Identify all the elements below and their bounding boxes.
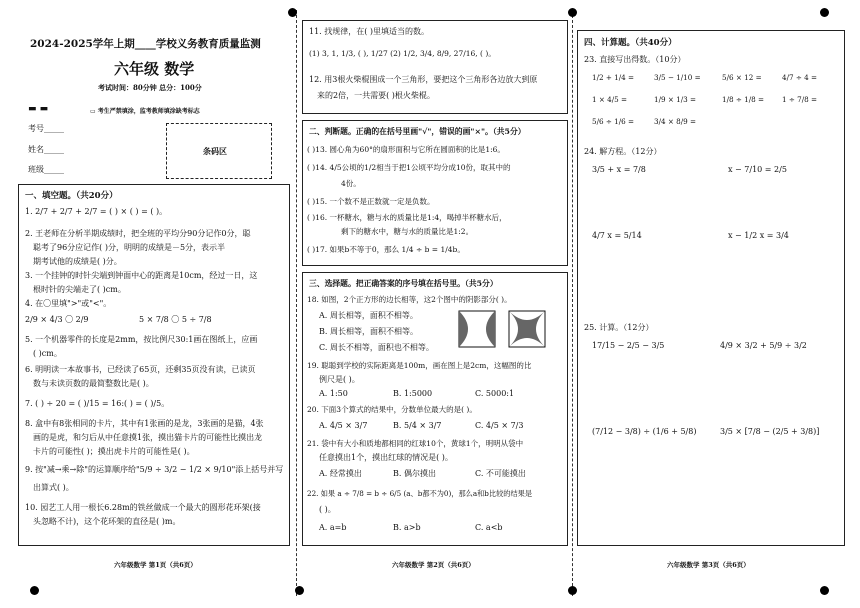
question-8-line-3: 卡片的可能性( )；摸出虎卡片的可能性是( )。 [33, 447, 195, 456]
question-8-line-1: 8. 盒中有8张相同的卡片，其中有1张画的是龙，3张画的是猫，4张 [25, 419, 264, 428]
student-id-field[interactable]: 考号_____ [28, 124, 64, 133]
mental-6: 1/9 × 1/3 = [654, 95, 697, 104]
question-21-option-a: A. 经常摸出 [319, 469, 362, 478]
question-3-line-1: 3. 一个挂钟的时针尖端到钟面中心的距离是10cm，经过一日，这 [25, 271, 258, 280]
registration-dot [568, 8, 577, 17]
question-19-line-2: 例尺是( )。 [319, 375, 360, 384]
judge-17: ( )17. 如果b不等于0，那么 1/4 ÷ b = 1/4b。 [307, 245, 465, 254]
question-12-line-2: 来的2倍，一共需要( )根火柴棍。 [317, 91, 435, 100]
judge-13: ( )13. 圆心角为60°的扇形面积与它所在圆面积的比是1:6。 [307, 145, 505, 154]
question-23: 23. 直接写出得数。（10分） [584, 55, 686, 64]
mental-4: 4/7 ÷ 4 = [782, 73, 818, 82]
question-21-line-2: 任意摸出1个，摸出红球的情况是( )。 [319, 453, 453, 462]
calculation-2: 4/9 × 3/2 + 5/9 ÷ 3/2 [720, 341, 807, 350]
column-separator-left [296, 10, 297, 596]
question-20-option-a: A. 4/5 × 3/7 [319, 421, 368, 430]
question-1: 1. 2/7 + 2/7 + 2/7 = ( ) × ( ) = ( )。 [25, 207, 168, 216]
mental-5: 1 × 4/5 = [592, 95, 628, 104]
question-18-option-a: A. 周长相等，面积不相等。 [319, 311, 418, 320]
question-6-line-1: 6. 明明读一本故事书，已经读了65页，还剩35页没有读，已读页 [25, 365, 256, 374]
question-4-item-2: 5 × 7/8 〇 5 ÷ 7/8 [139, 315, 212, 324]
judge-15: ( )15. 一个数不是正数就一定是负数。 [307, 197, 435, 206]
question-21-line-1: 21. 袋中有大小和质地都相同的红球10个，黄球1个，明明从袋中 [307, 439, 524, 448]
mental-2: 3/5 − 1/10 = [654, 73, 701, 82]
section-fill-blank-box [18, 184, 290, 546]
question-25: 25. 计算。（12分） [584, 323, 654, 332]
page-3-footer: 六年级数学 第3页（共6页） [667, 561, 750, 569]
question-18: 18. 如图，2个正方形的边长相等，这2个图中的阴影部分( )。 [307, 295, 512, 304]
shaded-region-2 [509, 311, 545, 347]
question-19-option-b: B. 1:5000 [393, 389, 433, 398]
question-2-line-3: 期考试他的成绩是( )分。 [33, 257, 122, 266]
section-true-false-box [302, 120, 568, 266]
section-calculation: 四、计算题。（共40分） [584, 38, 677, 48]
barcode-area [166, 123, 272, 179]
question-3-line-2: 根时针的尖端走了( )cm。 [33, 285, 126, 294]
page-2-footer: 六年级数学 第2页（共6页） [392, 561, 475, 569]
equation-2: x − 7/10 = 2/5 [728, 165, 787, 174]
fill-marks: ▬ ▬ [28, 104, 49, 114]
question-19-option-c: C. 5000:1 [475, 389, 515, 398]
question-8-line-2: 画的是虎，和匀后从中任意摸1张，摸出猫卡片的可能性比摸出龙 [33, 433, 263, 442]
question-11: 11. 找规律，在( )里填适当的数。 [309, 27, 430, 36]
calculation-1: 17/15 − 2/5 − 3/5 [592, 341, 665, 350]
page-1-column [18, 0, 290, 608]
section-multiple-choice: 三、选择题。把正确答案的序号填在括号里。（共5分） [309, 279, 498, 288]
shaded-squares-figure [457, 309, 549, 349]
question-22-line-1: 22. 如果 a ÷ 7/8 = b ÷ 6/5 (a、b都不为0)，那么a和b比较的结果是 [307, 489, 533, 498]
section-pattern-box [302, 20, 568, 114]
judge-16-cont: 剩下的糖水中，糖与水的质量比是1:2。 [341, 227, 474, 236]
question-24: 24. 解方程。（12分） [584, 147, 662, 156]
question-12-line-1: 12. 用3根火柴棍围成一个三角形，要把这个三角形各边放大到原 [309, 75, 538, 84]
question-21-option-c: C. 不可能摸出 [475, 469, 526, 478]
question-22-option-b: B. a>b [393, 523, 421, 532]
question-5-line-2: ( )cm。 [33, 349, 62, 358]
question-6-line-2: 数与未读页数的最简整数比是( )。 [33, 379, 154, 388]
mental-10: 3/4 × 8/9 = [654, 117, 697, 126]
question-18-option-b: B. 周长相等，面积不相等。 [319, 327, 418, 336]
calculation-4: 3/5 × [7/8 − (2/5 + 3/8)] [720, 427, 820, 436]
question-22-line-2: ( )。 [319, 505, 336, 514]
question-11-items: (1) 3, 1, 1/3, ( ), 1/27 (2) 1/2, 3/4, 8/9, 27/16, ( )。 [309, 49, 496, 58]
judge-16: ( )16. 一杯糖水，糖与水的质量比是1:4，喝掉半杯糖水后， [307, 213, 507, 222]
question-22-option-c: C. a<b [475, 523, 503, 532]
question-18-option-c: C. 周长不相等，面积也不相等。 [319, 343, 434, 352]
shaded-region-1 [459, 311, 495, 347]
question-4: 4. 在〇里填">"或"<"。 [25, 299, 112, 308]
question-10-line-2: 头忽略不计)，这个花环架的直径是( )m。 [33, 517, 181, 526]
equation-1: 3/5 + x = 7/8 [592, 165, 646, 174]
page-2-column [302, 0, 567, 608]
question-9-line-2: 出算式( )。 [33, 483, 74, 492]
question-7: 7. ( ) ÷ 20 = ( )/15 = 16:( ) = ( )/5。 [25, 399, 170, 408]
exam-info: 考试时间：80分钟 总分：100分 [98, 83, 202, 92]
equation-3: 4/7 x = 5/14 [592, 231, 642, 240]
exam-title: 2024-2025学年上期____学校义务教育质量监测 [30, 38, 261, 50]
mental-9: 5/6 ÷ 1/6 = [592, 117, 635, 126]
question-20: 20. 下面3个算式的结果中，分数单位最大的是( )。 [307, 405, 477, 414]
barcode-label: 条码区 [203, 146, 227, 156]
section-multiple-choice-box [302, 272, 568, 546]
question-9-line-1: 9. 按"减→乘→除"的运算顺序给"5/9 ÷ 3/2 − 1/2 × 9/10"添上括号并写 [25, 465, 284, 474]
name-field[interactable]: 姓名_____ [28, 145, 64, 154]
column-separator-right [572, 10, 573, 596]
question-4-item-1: 2/9 × 4/3 〇 2/9 [25, 315, 89, 324]
page-3-column [577, 0, 845, 608]
question-19-option-a: A. 1:50 [319, 389, 348, 398]
question-5-line-1: 5. 一个机器零件的长度是2mm，按比例尺30:1画在图纸上，应画 [25, 335, 258, 344]
question-22-option-a: A. a=b [319, 523, 347, 532]
question-20-option-c: C. 4/5 × 7/3 [475, 421, 524, 430]
question-2-line-1: 2. 王老师在分析半期成绩时，把全班的平均分90分记作0分，聪 [25, 229, 251, 238]
class-field[interactable]: 班级_____ [28, 165, 64, 174]
judge-14-cont: 4份。 [341, 179, 361, 188]
mental-7: 1/8 ÷ 1/8 = [722, 95, 765, 104]
section-true-false: 二、判断题。正确的在括号里画"√"，错误的画"×"。（共5分） [309, 127, 526, 136]
section-fill-blank: 一、填空题。（共20分） [25, 191, 118, 201]
absence-notice: ▭ 考生严禁填涂，监考教师填涂缺考标志 [90, 108, 200, 115]
question-19-line-1: 19. 聪聪到学校的实际距离是100m，画在图上是2cm，这幅图的比 [307, 361, 532, 370]
mental-8: 1 ÷ 7/8 = [782, 95, 818, 104]
question-2-line-2: 聪考了96分应记作( )分，明明的成绩是－5分，表示半 [33, 243, 226, 252]
equation-4: x − 1/2 x = 3/4 [728, 231, 789, 240]
calculation-3: (7/12 − 3/8) ÷ (1/6 + 5/8) [592, 427, 697, 436]
registration-dot [568, 586, 577, 595]
subject-title: 六年级 数学 [114, 60, 195, 78]
page-1-footer: 六年级数学 第1页（共6页） [114, 561, 197, 569]
judge-14: ( )14. 4/5公顷的1/2相当于把1公顷平均分成10份，取其中的 [307, 163, 511, 172]
mental-3: 5/6 × 12 = [722, 73, 762, 82]
question-20-option-b: B. 5/4 × 3/7 [393, 421, 442, 430]
section-calculation-box [577, 30, 845, 546]
question-21-option-b: B. 偶尔摸出 [393, 469, 436, 478]
mental-1: 1/2 + 1/4 = [592, 73, 635, 82]
question-10-line-1: 10. 园艺工人用一根长6.28m的铁丝做成一个最大的圆形花环架(接 [25, 503, 261, 512]
